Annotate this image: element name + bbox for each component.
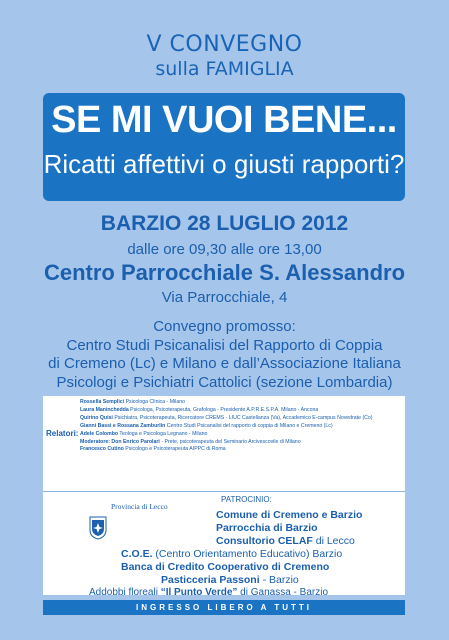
speaker-item [80,446,373,454]
header-line-2: sulla FAMIGLIA [155,58,294,80]
sponsor-text: Consultorio CELAF [216,535,313,547]
sponsor-line [121,548,342,560]
title-banner [43,93,405,201]
event-hours: dalle ore 09,30 alle ore 13,00 [127,241,322,258]
speaker-name: Francesco Cutino [80,446,124,453]
speaker-item [80,439,373,447]
sponsor-text: Banca di Credito Cooperativo di Cremeno [121,561,330,573]
footer-banner: INGRESSO LIBERO A TUTTI [43,600,405,615]
sponsor-text: - Barzio [259,574,299,586]
sponsors-box [43,491,405,598]
speaker-role: Psicologo e Psicoterapeuta AIPPC di Roma [125,446,226,453]
sponsor-text: Addobbi floreali [89,587,161,598]
promotion-line: Centro Studi Psicanalisi del Rapporto di Coppia [66,336,383,354]
speaker-role: Psicologa Clinica - Milano [125,399,185,405]
speaker-role: Teologa e Psicologa Legnano - Milano [119,430,208,437]
province-name: Provincia di Lecco [111,502,168,511]
promotion-line: Convegno promosso: [153,318,296,335]
speaker-item [80,423,373,431]
speaker-name: Rossella Semplici [80,399,125,405]
event-address: Via Parrocchiale, 4 [161,289,288,306]
promotion-block [0,318,449,392]
sponsor-line [216,522,318,534]
speaker-name: Quirino Quisi [80,414,113,421]
speaker-name: Laura Maninchedda [80,406,129,413]
speaker-name: Moderatore: Don Enrico Parolari [80,438,160,445]
event-date: BARZIO 28 LUGLIO 2012 [100,212,349,235]
sponsor-text: (Centro Orientamento Educativo) Barzio [152,548,343,560]
sponsor-text: di Ganassa - Barzio [237,587,329,598]
speaker-item [80,407,373,415]
province-crest-icon [89,516,107,540]
sponsor-line [121,561,329,573]
speaker-name: Gianni Bassi e Rossana Zamburlin [80,422,166,429]
subtitle: Ricatti affettivi o giusti rapporti? [43,149,405,179]
speakers-box [43,396,405,491]
sponsor-text: C.O.E. [121,548,153,560]
sponsors-label: PATROCINIO: [221,495,272,504]
sponsor-text: Comune di Cremeno e Barzio [216,509,363,521]
speaker-role: Psicologa, Psicoterapeuta, Grafologa - Presidente A.P.R.E.S.P.A. Milano - Ancona [130,406,319,413]
speaker-role: Centro Studi Psicanalisi del rapporto di coppia di Milano e Cremeno (Lc) [166,422,333,429]
event-venue: Centro Parrocchiale S. Alessandro [43,260,406,285]
sponsor-line [216,535,355,547]
sponsor-text: “Il Punto Verde” [160,587,238,598]
sponsor-line [161,574,299,586]
speaker-item [80,431,373,439]
speaker-role: Psichiatra, Psicoterapeuta, Ricercatore CREMS - LIUC Castellanza (Va), Accademico E-campus Novedrate (Co) [114,414,373,421]
sponsor-text: di Lecco [312,535,355,547]
main-title: SE MI VUOI BENE... [51,99,397,141]
speakers-list [80,399,373,454]
promotion-line: di Cremeno (Lc) e Milano e dall’Associazione Italiana [48,355,401,372]
promotion-line: Psicologi e Psichiatri Cattolici (sezione Lombardia) [56,373,393,391]
sponsor-line [216,509,362,521]
sponsor-text: Parrocchia di Barzio [216,522,318,534]
header-line-1: V CONVEGNO [146,32,303,57]
speaker-item [80,399,373,407]
speakers-label: Relatori: [46,429,79,438]
speaker-item [80,415,373,423]
sponsor-text: Pasticceria Passoni [161,574,260,586]
speaker-role: - Prete, psicoterapeuta del Seminario Arcivescovile di Milano [161,438,301,445]
speaker-name: Adele Colombo [80,430,119,437]
sponsor-line [89,587,328,598]
